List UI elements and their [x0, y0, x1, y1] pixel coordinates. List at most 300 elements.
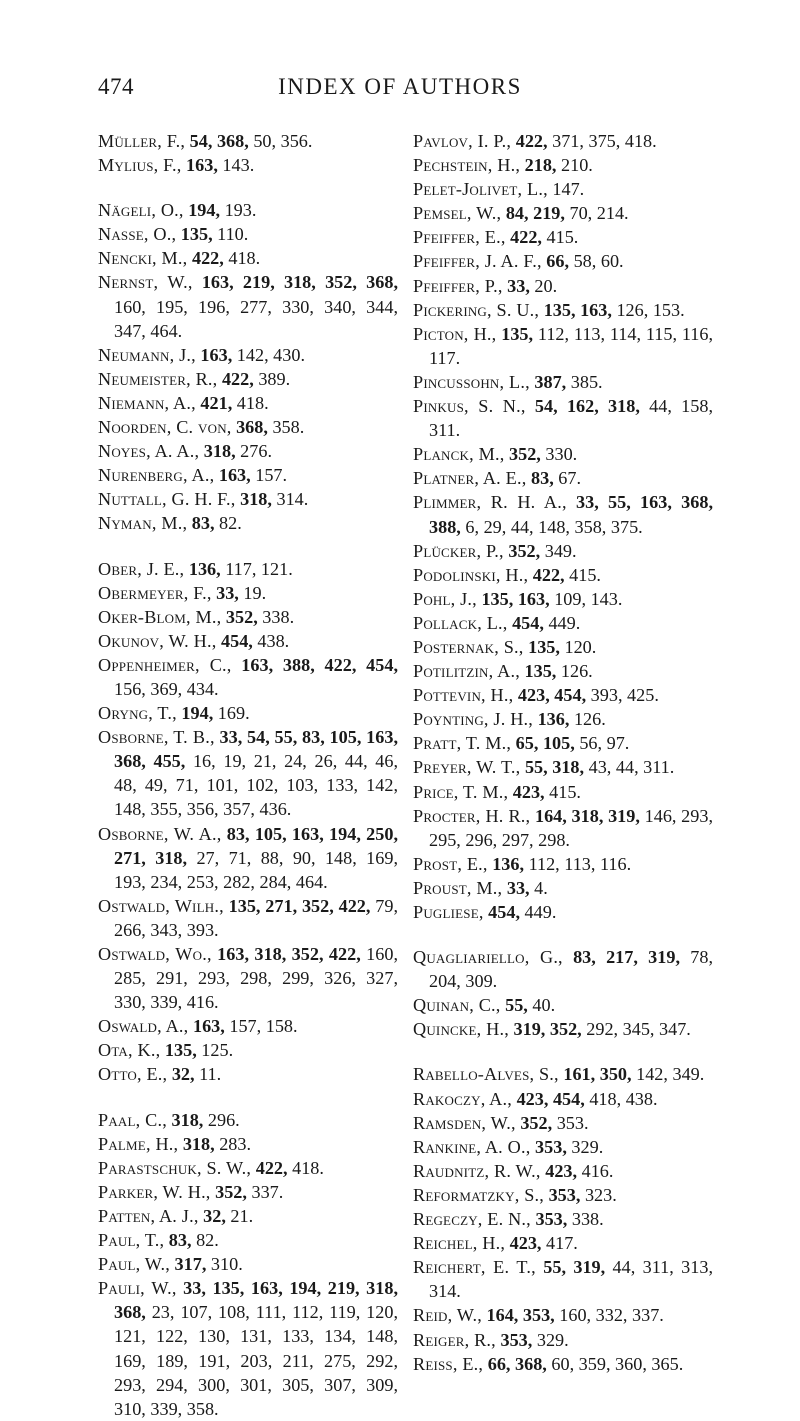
- index-entry: [98, 463, 398, 487]
- page-refs: 126.: [556, 661, 593, 682]
- bold-page-refs: 163, 318, 352, 422,: [211, 944, 361, 964]
- author-name: Nasse, O.,: [98, 224, 177, 245]
- index-entry: [98, 701, 398, 725]
- author-name: Preyer, W. T.,: [413, 757, 521, 778]
- author-name: Pugliese,: [413, 902, 484, 922]
- index-entry: [413, 298, 713, 322]
- bold-page-refs: 164, 318, 319,: [530, 805, 640, 826]
- index-entry: [413, 1017, 713, 1041]
- page-refs: 67.: [553, 468, 582, 489]
- index-entry: [413, 1183, 713, 1207]
- bold-page-refs: 318,: [199, 441, 236, 462]
- page-refs: 415.: [564, 564, 601, 585]
- index-entry: [98, 1204, 398, 1228]
- author-name: Picton, H.,: [413, 323, 497, 344]
- bold-page-refs: 32,: [167, 1064, 195, 1085]
- author-name: Otto, E.,: [98, 1064, 168, 1085]
- bold-page-refs: 164, 353,: [481, 1305, 555, 1326]
- bold-page-refs: 422,: [528, 564, 565, 585]
- bold-page-refs: 194,: [183, 200, 221, 221]
- author-name: Noorden, C. von,: [98, 417, 232, 438]
- page-refs: 385.: [566, 371, 603, 392]
- page-refs: 338.: [257, 606, 295, 627]
- index-entry: [413, 993, 713, 1017]
- index-entry: [413, 1303, 713, 1327]
- page-refs: 126.: [569, 709, 606, 730]
- author-name: Nägeli, O.,: [98, 200, 184, 221]
- bold-page-refs: 135,: [523, 636, 560, 657]
- page-refs: 449.: [543, 612, 581, 633]
- author-name: Pincussohn, L.,: [413, 371, 530, 392]
- page-refs: 323.: [580, 1184, 617, 1205]
- index-entry: [413, 611, 713, 635]
- author-name: Pfeiffer, J. A. F.,: [413, 251, 542, 272]
- index-entry: [98, 246, 398, 270]
- author-name: Niemann, A.,: [98, 392, 196, 413]
- author-name: Oryng, T.,: [98, 703, 177, 724]
- index-entry: [98, 725, 398, 821]
- index-entry: [413, 539, 713, 563]
- index-entry: [413, 563, 713, 587]
- author-name: Osborne, W. A.,: [98, 823, 222, 844]
- index-entry: [413, 1159, 713, 1183]
- author-name: Reid, W.,: [413, 1305, 482, 1326]
- index-entry: [413, 249, 713, 273]
- index-entry: [413, 900, 713, 924]
- page-header: [0, 74, 800, 104]
- bold-page-refs: 33,: [211, 582, 239, 603]
- author-name: Podolinski, H.,: [413, 564, 529, 585]
- page-refs: 210.: [556, 155, 593, 176]
- index-entry: [98, 629, 398, 653]
- page-refs: 58, 60.: [569, 251, 624, 272]
- index-entry: [413, 707, 713, 731]
- bold-page-refs: 135,: [176, 224, 213, 245]
- author-name: Potilitzin, A.,: [413, 661, 520, 682]
- bold-page-refs: 66, 368,: [483, 1353, 547, 1374]
- bold-page-refs: 136,: [184, 558, 221, 579]
- running-title: INDEX OF AUTHORS: [278, 74, 522, 99]
- author-name: Rankine, A. O.,: [413, 1136, 531, 1157]
- author-name: Parastschuk, S. W.,: [98, 1157, 252, 1178]
- index-entry: [413, 1207, 713, 1231]
- bold-page-refs: 423,: [540, 1160, 578, 1181]
- bold-page-refs: 352,: [504, 444, 541, 465]
- index-entry: [413, 635, 713, 659]
- bold-page-refs: 352,: [515, 1112, 553, 1133]
- author-name: Pechstein, H.,: [413, 155, 521, 176]
- page-refs: 142, 349.: [631, 1064, 705, 1085]
- bold-page-refs: 135, 163,: [539, 299, 612, 320]
- page-refs: 23, 107, 108, 111, 112, 119, 120, 121, 122, 130, 131, 133, 134, 148, 169, 189, 191, 203, 211, 275, 292, 293, 294, 300, 301, 305, 307, 309, 310, 339, 358.: [114, 1302, 398, 1419]
- index-entry: [98, 198, 398, 222]
- index-entry: [413, 153, 713, 177]
- bold-page-refs: 163,: [181, 155, 218, 176]
- bold-page-refs: 135,: [160, 1040, 197, 1061]
- author-name: Osborne, T. B.,: [98, 727, 215, 748]
- index-entry: [98, 894, 398, 942]
- index-entry: [98, 1108, 398, 1132]
- index-entry: [413, 129, 713, 153]
- index-entry: [98, 822, 398, 894]
- index-entry: [98, 511, 398, 535]
- page-refs: 110.: [212, 224, 249, 245]
- page-refs: 16, 19, 21, 24, 26, 44, 46, 48, 49, 71, 101, 102, 103, 133, 142, 148, 355, 356, 357, 436.: [114, 751, 399, 820]
- page-refs: 21.: [225, 1205, 254, 1226]
- bold-page-refs: 55,: [500, 995, 528, 1016]
- page-refs: 143.: [217, 155, 255, 176]
- index-column-right: [413, 129, 713, 1376]
- bold-page-refs: 423, 454,: [512, 1088, 585, 1109]
- bold-page-refs: 32,: [198, 1205, 226, 1226]
- bold-page-refs: 33, 135, 163, 194, 219, 318, 368,: [114, 1278, 398, 1323]
- bold-page-refs: 33, 54, 55, 83, 105, 163, 368, 455,: [114, 727, 398, 772]
- author-name: Noyes, A. A.,: [98, 441, 200, 462]
- index-entry: [98, 605, 398, 629]
- page-refs: 329.: [566, 1136, 604, 1157]
- index-entry: [413, 1231, 713, 1255]
- author-name: Prost, E.,: [413, 853, 488, 874]
- author-name: Raudnitz, R. W.,: [413, 1160, 541, 1181]
- author-name: Pfeiffer, E.,: [413, 227, 506, 248]
- bold-page-refs: 163,: [195, 344, 233, 365]
- index-entry: [98, 581, 398, 605]
- page-refs: 296.: [203, 1109, 240, 1130]
- page-refs: 418.: [232, 392, 269, 413]
- page-refs: 11.: [194, 1064, 222, 1085]
- page-refs: 160, 332, 337.: [554, 1305, 664, 1326]
- page-refs: 70, 214.: [564, 203, 629, 224]
- page-refs: 330.: [540, 444, 578, 465]
- bold-page-refs: 65, 105,: [511, 733, 575, 754]
- index-entry: [413, 780, 713, 804]
- index-entry: [98, 367, 398, 391]
- author-name: Mylius, F.,: [98, 155, 182, 176]
- author-name: Reiger, R.,: [413, 1329, 496, 1350]
- page-refs: 415.: [544, 781, 581, 802]
- author-name: Paul, T.,: [98, 1230, 165, 1251]
- author-name: Obermeyer, F.,: [98, 582, 212, 603]
- author-name: Rakoczy, A.,: [413, 1088, 513, 1109]
- author-name: Nernst, W.,: [98, 272, 193, 293]
- bold-page-refs: 163, 388, 422, 454,: [231, 654, 398, 675]
- index-entry: [413, 1135, 713, 1159]
- author-name: Ota, K.,: [98, 1040, 161, 1061]
- bold-page-refs: 353,: [495, 1329, 533, 1350]
- page-refs: 6, 29, 44, 148, 358, 375.: [460, 516, 643, 537]
- page-refs: 329.: [532, 1329, 569, 1350]
- page-refs: 44, 311, 313, 314.: [429, 1257, 713, 1302]
- bold-page-refs: 353,: [530, 1136, 567, 1157]
- index-entry: [413, 1062, 713, 1086]
- bold-page-refs: 55, 319,: [535, 1257, 606, 1278]
- author-name: Ober, J. E.,: [98, 558, 185, 579]
- page-refs: 19.: [238, 582, 267, 603]
- bold-page-refs: 54, 368,: [185, 131, 249, 151]
- author-name: Reichel, H.,: [413, 1233, 506, 1254]
- author-name: Pauli, W.,: [98, 1278, 177, 1299]
- index-entry: [98, 1038, 398, 1062]
- index-entry: [98, 1228, 398, 1252]
- page-refs: 146, 293, 295, 296, 297, 298.: [429, 805, 714, 850]
- author-name: Proust, M.,: [413, 877, 503, 898]
- bold-page-refs: 136,: [487, 853, 525, 874]
- author-name: Pollack, L.,: [413, 612, 508, 633]
- bold-page-refs: 83, 217, 319,: [562, 947, 680, 968]
- page-refs: 418.: [223, 248, 261, 269]
- page-refs: 40.: [527, 995, 556, 1016]
- index-entry: [98, 1132, 398, 1156]
- index-entry: [413, 225, 713, 249]
- author-name: Nencki, M.,: [98, 248, 188, 269]
- index-entry: [413, 804, 713, 852]
- author-name: Planck, M.,: [413, 444, 505, 465]
- bold-page-refs: 33,: [502, 275, 530, 296]
- author-name: Pelet-Jolivet, L.,: [413, 179, 548, 200]
- bold-page-refs: 317,: [170, 1254, 207, 1275]
- index-entry: [413, 945, 713, 993]
- index-entry: [413, 201, 713, 225]
- page-refs: 416.: [577, 1160, 614, 1181]
- index-entry: [413, 1352, 713, 1376]
- author-name: Paul, W.,: [98, 1254, 170, 1275]
- page-refs: 371, 375, 418.: [547, 131, 657, 151]
- bold-page-refs: 66,: [541, 251, 570, 272]
- author-name: Nuttall, G. H. F.,: [98, 489, 236, 510]
- author-name: Rabello-Alves, S.,: [413, 1064, 559, 1085]
- index-entry: [413, 731, 713, 755]
- author-name: Nyman, M.,: [98, 513, 188, 534]
- page-refs: 438.: [252, 630, 290, 651]
- page-refs: 160, 195, 196, 277, 330, 340, 344, 347, 464.: [114, 296, 398, 341]
- bold-page-refs: 423,: [505, 1233, 542, 1254]
- bold-page-refs: 353,: [544, 1184, 581, 1205]
- bold-page-refs: 319, 352,: [508, 1019, 582, 1040]
- author-name: Pemsel, W.,: [413, 203, 502, 224]
- author-name: Okunov, W. H.,: [98, 630, 217, 651]
- page-refs: 337.: [246, 1181, 284, 1202]
- author-name: Pfeiffer, P.,: [413, 275, 503, 296]
- author-name: Pottevin, H.,: [413, 685, 514, 706]
- index-entry: [413, 876, 713, 900]
- index-entry: [413, 442, 713, 466]
- bold-page-refs: 423, 454,: [513, 685, 587, 706]
- page-refs: 276.: [235, 441, 272, 462]
- author-name: Pavlov, I. P.,: [413, 131, 512, 151]
- bold-page-refs: 83, 105, 163, 194, 250, 271, 318,: [114, 823, 398, 868]
- bold-page-refs: 422,: [511, 131, 548, 151]
- page-refs: 50, 356.: [248, 131, 313, 151]
- bold-page-refs: 163, 219, 318, 352, 368,: [192, 272, 398, 293]
- bold-page-refs: 318,: [166, 1109, 204, 1130]
- page-refs: 112, 113, 114, 115, 116, 117.: [429, 323, 714, 368]
- bold-page-refs: 423,: [508, 781, 545, 802]
- bold-page-refs: 353,: [530, 1209, 568, 1230]
- index-entry: [413, 490, 713, 538]
- author-name: Patten, A. J.,: [98, 1205, 199, 1226]
- author-name: Platner, A. E.,: [413, 468, 527, 489]
- bold-page-refs: 55, 318,: [520, 757, 585, 778]
- page-refs: 358.: [267, 417, 305, 438]
- bold-page-refs: 454,: [216, 630, 253, 651]
- page-refs: 142, 430.: [232, 344, 305, 365]
- page-refs: 353.: [552, 1112, 589, 1133]
- page-refs: 82.: [191, 1230, 219, 1251]
- author-name: Pinkus, S. N.,: [413, 396, 526, 417]
- index-entry: [413, 755, 713, 779]
- bold-page-refs: 135, 163,: [476, 588, 550, 609]
- page-refs: 418, 438.: [584, 1088, 658, 1109]
- page-refs: 27, 71, 88, 90, 148, 169, 193, 234, 253, 282, 284, 464.: [114, 847, 399, 892]
- author-name: Reformatzky, S.,: [413, 1184, 545, 1205]
- page-refs: 109, 143.: [549, 588, 623, 609]
- author-name: Regeczy, E. N.,: [413, 1209, 531, 1230]
- bold-page-refs: 352,: [210, 1181, 247, 1202]
- index-entry: [98, 1156, 398, 1180]
- author-name: Neumeister, R.,: [98, 368, 218, 389]
- page-refs: 125.: [196, 1040, 234, 1061]
- page-refs: 314.: [271, 489, 309, 510]
- author-name: Nurenberg, A.,: [98, 465, 215, 486]
- page-refs: 20.: [529, 275, 558, 296]
- index-entry: [413, 370, 713, 394]
- bold-page-refs: 387,: [529, 371, 567, 392]
- author-name: Quincke, H.,: [413, 1019, 509, 1040]
- index-entry: [413, 1111, 713, 1135]
- author-name: Reichert, E. T.,: [413, 1257, 536, 1278]
- page-refs: 389.: [253, 368, 291, 389]
- index-entry: [98, 1180, 398, 1204]
- page-refs: 283.: [214, 1133, 252, 1154]
- page-refs: 126, 153.: [611, 299, 685, 320]
- author-name: Procter, H. R.,: [413, 805, 531, 826]
- index-entry: [98, 1014, 398, 1038]
- page-refs: 157.: [250, 465, 288, 486]
- author-name: Ramsden, W.,: [413, 1112, 516, 1133]
- index-column-left: [98, 129, 398, 1421]
- author-name: Price, T. M.,: [413, 781, 509, 802]
- bold-page-refs: 83,: [187, 513, 215, 534]
- page-refs: 82.: [214, 513, 242, 534]
- page-refs: 157, 158.: [224, 1016, 298, 1037]
- index-entry: [413, 587, 713, 611]
- author-name: Müller, F.,: [98, 131, 186, 151]
- bold-page-refs: 135,: [519, 661, 557, 682]
- bold-page-refs: 33,: [502, 877, 530, 898]
- author-name: Pickering, S. U.,: [413, 299, 540, 320]
- author-name: Oker-Blom, M.,: [98, 606, 222, 627]
- author-name: Poynting, J. H.,: [413, 709, 534, 730]
- index-entry: [98, 1276, 398, 1421]
- bold-page-refs: 352,: [221, 606, 258, 627]
- page-refs: 147.: [547, 179, 585, 200]
- page-refs: 56, 97.: [574, 733, 630, 754]
- index-entry: [413, 1328, 713, 1352]
- page-refs: 193.: [220, 200, 257, 221]
- page-refs: 60, 359, 360, 365.: [546, 1353, 684, 1374]
- index-entry: [98, 415, 398, 439]
- author-name: Oswald, A.,: [98, 1016, 189, 1037]
- index-entry: [98, 270, 398, 342]
- page-refs: 310.: [206, 1254, 243, 1275]
- page-refs: 418.: [287, 1157, 324, 1178]
- bold-page-refs: 454,: [507, 612, 544, 633]
- bold-page-refs: 161, 350,: [558, 1064, 632, 1085]
- page-refs: 120.: [559, 636, 597, 657]
- index-entry: [98, 653, 398, 701]
- index-entry: [413, 274, 713, 298]
- index-entry: [98, 487, 398, 511]
- page-refs: 292, 345, 347.: [581, 1019, 691, 1040]
- index-entry: [98, 391, 398, 415]
- bold-page-refs: 163,: [214, 465, 251, 486]
- index-entry: [413, 683, 713, 707]
- bold-page-refs: 422,: [505, 227, 542, 248]
- page-refs: 78, 204, 309.: [429, 947, 713, 992]
- bold-page-refs: 422,: [217, 368, 254, 389]
- author-name: Pohl, J.,: [413, 588, 477, 609]
- page-refs: 169.: [213, 703, 250, 724]
- page-refs: 79, 266, 343, 393.: [114, 895, 399, 940]
- page-refs: 415.: [541, 227, 579, 248]
- index-entry: [413, 466, 713, 490]
- page-refs: 112, 113, 116.: [524, 853, 632, 874]
- index-entry: [413, 394, 713, 442]
- bold-page-refs: 421,: [195, 392, 233, 413]
- bold-page-refs: 218,: [520, 155, 557, 176]
- page-refs: 156, 369, 434.: [114, 678, 219, 699]
- index-entry: [413, 1255, 713, 1303]
- page-refs: 117, 121.: [220, 558, 293, 579]
- page-refs: 449.: [520, 902, 557, 922]
- bold-page-refs: 422,: [251, 1157, 288, 1178]
- index-entry: [413, 322, 713, 370]
- index-entry: [98, 129, 398, 153]
- author-name: Quinan, C.,: [413, 995, 501, 1016]
- index-entry: [98, 942, 398, 1014]
- bold-page-refs: 54, 162, 318,: [525, 396, 640, 417]
- index-entry: [413, 1087, 713, 1111]
- index-entry: [98, 439, 398, 463]
- author-name: Reiss, E.,: [413, 1353, 484, 1374]
- bold-page-refs: 422,: [187, 248, 224, 269]
- page-refs: 393, 425.: [586, 685, 659, 706]
- author-name: Ostwald, Wilh.,: [98, 895, 224, 916]
- index-entry: [413, 659, 713, 683]
- page-refs: 4.: [529, 877, 548, 898]
- bold-page-refs: 454,: [483, 902, 520, 922]
- bold-page-refs: 136,: [533, 709, 570, 730]
- author-name: Neumann, J.,: [98, 344, 196, 365]
- bold-page-refs: 83,: [164, 1230, 192, 1251]
- index-entry: [98, 153, 398, 177]
- bold-page-refs: 318,: [178, 1133, 215, 1154]
- index-entry: [98, 1252, 398, 1276]
- bold-page-refs: 84, 219,: [501, 203, 565, 224]
- bold-page-refs: 163,: [188, 1016, 225, 1037]
- bold-page-refs: 318,: [235, 489, 272, 510]
- page-refs: 417.: [541, 1233, 578, 1254]
- author-name: Ostwald, Wo.,: [98, 944, 212, 964]
- author-name: Quagliariello, G.,: [413, 947, 563, 968]
- index-entry: [98, 557, 398, 581]
- bold-page-refs: 135,: [496, 323, 534, 344]
- bold-page-refs: 352,: [503, 540, 541, 561]
- page-refs: 160, 285, 291, 293, 298, 299, 326, 327, 330, 339, 416.: [114, 944, 398, 1013]
- page-refs: 338.: [567, 1209, 604, 1230]
- bold-page-refs: 83,: [526, 468, 554, 489]
- bold-page-refs: 135, 271, 352, 422,: [223, 895, 371, 916]
